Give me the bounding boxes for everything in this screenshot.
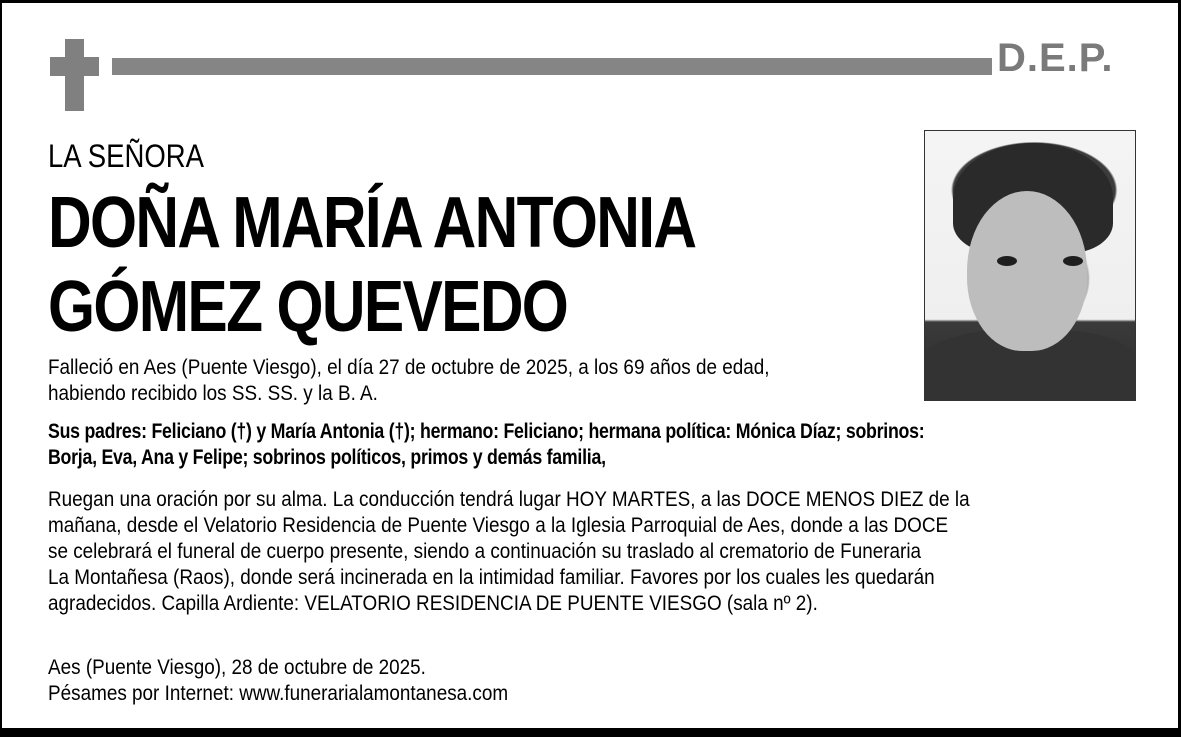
service-line-4: La Montañesa (Raos), donde será incinerada en la intimidad familiar. Favores por los cuales les quedarán bbox=[48, 566, 935, 589]
service-line-1: Ruegan una oración por su alma. La conducción tendrá lugar HOY MARTES, a las DOCE MENOS DIEZ de la bbox=[48, 488, 970, 511]
footer bbox=[48, 655, 508, 707]
photo-eye-right bbox=[1063, 256, 1083, 266]
photo-eye-left bbox=[997, 256, 1017, 266]
death-details bbox=[48, 355, 770, 407]
service-details bbox=[48, 487, 970, 617]
family-line-2: Borja, Eva, Ana y Felipe; sobrinos políticos, primos y demás familia, bbox=[48, 446, 606, 469]
death-line-2: habiendo recibido los SS. SS. y la B. A. bbox=[48, 382, 378, 405]
dep-badge: D.E.P. bbox=[997, 36, 1114, 80]
photo-face bbox=[967, 191, 1087, 351]
portrait-photo bbox=[924, 130, 1136, 401]
name-line-1: DOÑA MARÍA ANTONIA bbox=[48, 183, 696, 263]
service-line-2: mañana, desde el Velatorio Residencia de Puente Viesgo a la Iglesia Parroquial de Aes, donde a las DOCE bbox=[48, 514, 949, 537]
family-line-1: Sus padres: Feliciano (†) y María Antonia (†); hermano: Feliciano; hermana política: Mónica Díaz; sobrinos: bbox=[48, 420, 925, 443]
header-rule bbox=[112, 58, 992, 75]
service-line-3: se celebrará el funeral de cuerpo presente, siendo a continuación su traslado al crematorio de Funeraria bbox=[48, 540, 922, 563]
name-line-2: GÓMEZ QUEVEDO bbox=[48, 267, 568, 347]
title-prefix: LA SEÑORA bbox=[48, 138, 205, 174]
deceased-name bbox=[48, 181, 695, 349]
death-line-1: Falleció en Aes (Puente Viesgo), el día 27 de octubre de 2025, a los 69 años de edad, bbox=[48, 356, 770, 379]
service-line-5: agradecidos. Capilla Ardiente: VELATORIO RESIDENCIA DE PUENTE VIESGO (sala nº 2). bbox=[48, 592, 818, 615]
footer-condolences: Pésames por Internet: www.funerarialamontanesa.com bbox=[48, 682, 509, 705]
cross-icon-arm bbox=[50, 57, 99, 76]
footer-date: Aes (Puente Viesgo), 28 de octubre de 2025. bbox=[48, 656, 426, 679]
family-list bbox=[48, 419, 924, 471]
